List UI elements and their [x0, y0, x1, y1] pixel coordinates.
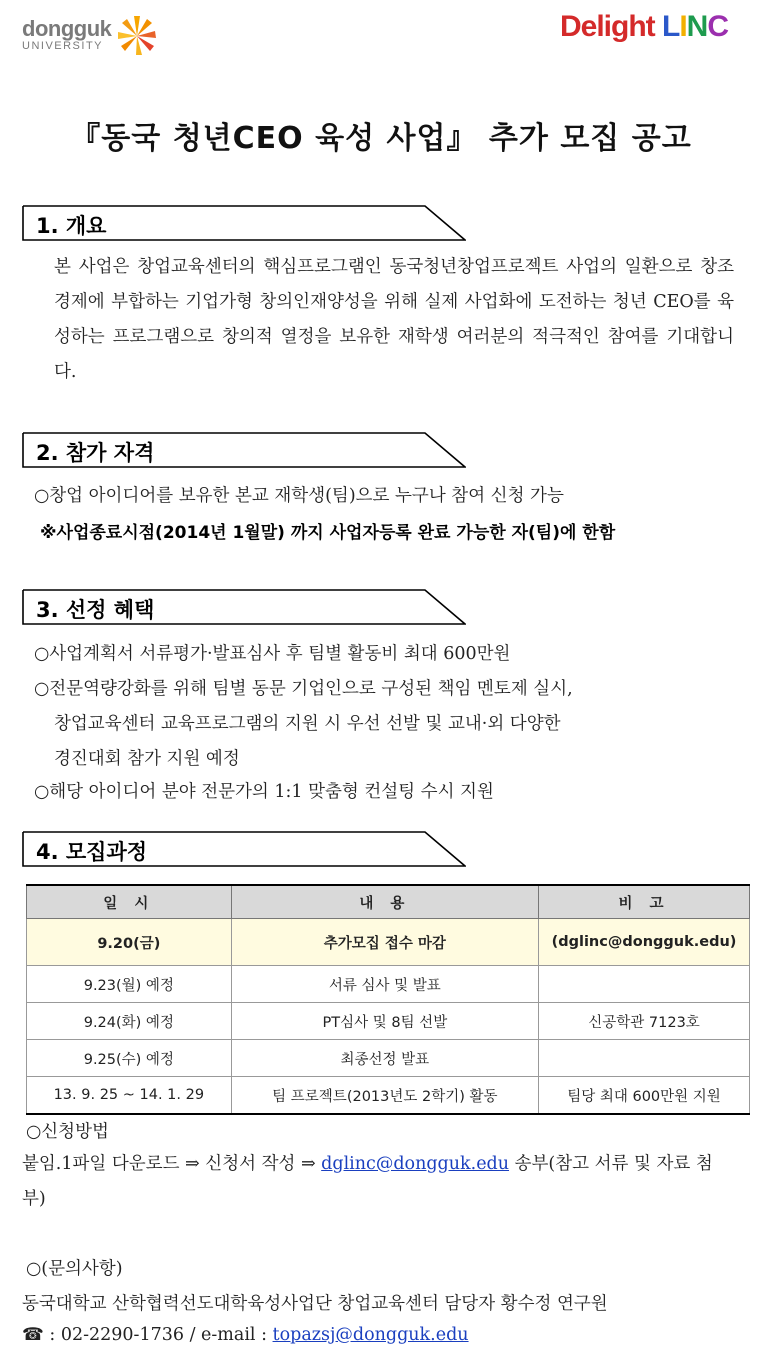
- logo-part-delight: Delight: [559, 10, 655, 43]
- contact-line: [22, 1325, 469, 1345]
- cell-date: 13. 9. 25 ~ 14. 1. 29: [27, 1077, 232, 1115]
- logo-name: dongguk: [22, 16, 112, 41]
- benefit-item-continued: 경진대회 참가 지원 예정: [54, 749, 240, 769]
- cell-date: 9.23(월) 예정: [27, 966, 232, 1003]
- benefit-item-continued: 창업교육센터 교육프로그램의 지원 시 우선 선발 및 교내·외 다양한: [54, 714, 561, 734]
- contact-phone: : 02-2290-1736 / e-mail :: [43, 1325, 273, 1345]
- cell-content: 서류 심사 및 발표: [231, 966, 538, 1003]
- cell-date: 9.20(금): [27, 919, 232, 966]
- cell-content: PT심사 및 8팀 선발: [231, 1003, 538, 1040]
- cell-note: [539, 1040, 750, 1077]
- cell-date: 9.25(수) 예정: [27, 1040, 232, 1077]
- cell-date: 9.24(화) 예정: [27, 1003, 232, 1040]
- section-heading-text: 1. 개요: [36, 214, 107, 238]
- schedule-table: [26, 884, 750, 1115]
- logo-part-n: N: [686, 10, 708, 43]
- table-row: [27, 966, 750, 1003]
- cell-note: 신공학관 7123호: [539, 1003, 750, 1040]
- table-row: [27, 1040, 750, 1077]
- column-header-date: 일 시: [27, 885, 232, 919]
- column-header-content: 내 용: [231, 885, 538, 919]
- section-heading-text: 3. 선정 혜택: [36, 598, 155, 622]
- apply-email-link[interactable]: dglinc@dongguk.edu: [321, 1154, 510, 1174]
- phone-icon: ☎: [22, 1325, 44, 1345]
- contact-org: 동국대학교 산학협력선도대학육성사업단 창업교육센터 담당자 황수정 연구원: [22, 1294, 608, 1314]
- benefit-item: ○해당 아이디어 분야 전문가의 1:1 맞춤형 컨설팅 수시 지원: [34, 782, 494, 802]
- table-row: [27, 1003, 750, 1040]
- overview-text: 본 사업은 창업교육센터의 핵심프로그램인 동국청년창업프로젝트 사업의 일환으로 창조경제에 부합하는 기업가형 창의인재양성을 위해 실제 사업화에 도전하는 청년 CEO를 육성하는 프로그램으로 창의적 열정을 보유한 재학생 여러분의 적극적인 참여를 기대합니다.: [54, 257, 734, 382]
- delight-linc-logo: [560, 10, 728, 44]
- section-heading-process: [22, 831, 466, 867]
- contact-email-link[interactable]: topazsj@dongguk.edu: [272, 1325, 469, 1345]
- section-heading-overview: [22, 205, 466, 241]
- cell-note: 팀당 최대 600만원 지원: [539, 1077, 750, 1115]
- logo-part-i: I: [679, 10, 687, 43]
- apply-text: [22, 1147, 734, 1217]
- eligibility-note: ※사업종료시점(2014년 1월말) 까지 사업자등록 완료 가능한 자(팀)에 한함: [40, 523, 616, 543]
- section-heading-benefits: [22, 589, 466, 625]
- page-title: 『동국 청년CEO 육성 사업』 추가 모집 공고: [70, 121, 692, 156]
- section-heading-text: 4. 모집과정: [36, 840, 148, 864]
- logo-sub: UNIVERSITY: [22, 40, 104, 52]
- apply-label: ○신청방법: [26, 1122, 109, 1142]
- dongguk-logo: [22, 18, 111, 52]
- section-heading-text: 2. 참가 자격: [36, 441, 155, 465]
- contact-label: ○(문의사항): [26, 1259, 123, 1279]
- logo-part-l: L: [661, 10, 680, 43]
- cell-content: 추가모집 접수 마감: [231, 919, 538, 966]
- eligibility-item: ○창업 아이디어를 보유한 본교 재학생(팀)으로 누구나 참여 신청 가능: [34, 486, 564, 506]
- apply-text-before: 붙임.1파일 다운로드 ⇒ 신청서 작성 ⇒: [22, 1154, 322, 1174]
- cell-note: [539, 966, 750, 1003]
- apply-text-after: 송부(참고 서류 및 자료 첨부): [22, 1154, 713, 1209]
- logo-part-c: C: [707, 10, 728, 43]
- cell-content: 최종선정 발표: [231, 1040, 538, 1077]
- column-header-note: 비 고: [539, 885, 750, 919]
- benefit-item: ○사업계획서 서류평가·발표심사 후 팀별 활동비 최대 600만원: [34, 644, 511, 664]
- table-row: [27, 919, 750, 966]
- table-header-row: [27, 885, 750, 919]
- table-row: [27, 1077, 750, 1115]
- burst-logo-icon: [114, 12, 160, 58]
- benefit-item: ○전문역량강화를 위해 팀별 동문 기업인으로 구성된 책임 멘토제 실시,: [34, 679, 573, 699]
- section-heading-eligibility: [22, 432, 466, 468]
- cell-content: 팀 프로젝트(2013년도 2학기) 활동: [231, 1077, 538, 1115]
- cell-note: (dglinc@dongguk.edu): [539, 919, 750, 966]
